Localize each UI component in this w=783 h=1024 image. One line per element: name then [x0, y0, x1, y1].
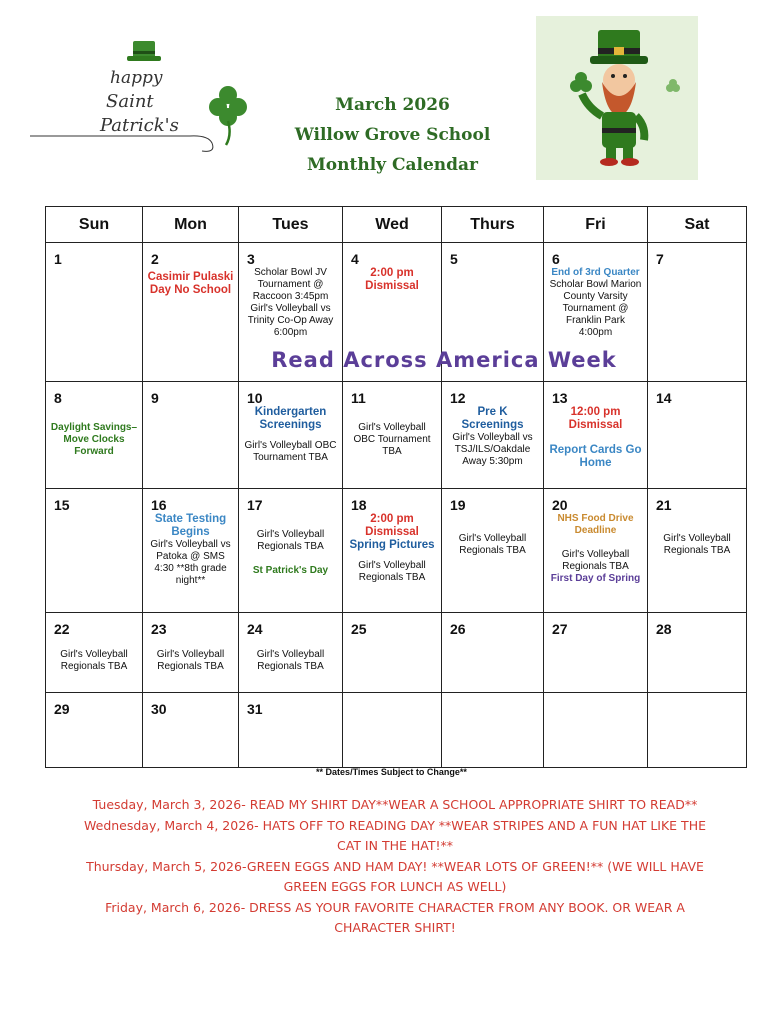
event-end-of-quarter: End of 3rd Quarter	[551, 267, 640, 278]
day-cell-18	[343, 489, 442, 613]
week-row	[46, 613, 747, 693]
week-row	[46, 382, 747, 489]
day-cell-14	[648, 382, 747, 489]
day-cell-12	[442, 382, 544, 489]
day-number: 14	[656, 390, 672, 406]
day-cell-30	[143, 693, 239, 768]
day-cell-2	[143, 243, 239, 382]
event-scholar-bowl-varsity: Scholar Bowl Marion County Varsity Tournament @ Franklin Park 4:00pm	[549, 279, 642, 338]
empty-cell	[648, 693, 747, 768]
event-dismissal: 2:00 pm Dismissal	[365, 513, 419, 538]
day-cell-17	[239, 489, 343, 613]
empty-cell	[442, 693, 544, 768]
day-number: 19	[450, 497, 466, 513]
spirit-week-notes	[80, 795, 710, 939]
day-cell-28	[648, 613, 747, 693]
event-volleyball-regionals: Girl's Volleyball Regionals TBA	[156, 649, 225, 672]
day-number: 3	[247, 251, 255, 267]
day-number: 15	[54, 497, 70, 513]
header-sat: Sat	[648, 207, 747, 243]
day-number: 29	[54, 701, 70, 717]
day-cell-20	[544, 489, 648, 613]
day-number: 5	[450, 251, 458, 267]
happy-saint-patricks-logo	[30, 35, 260, 165]
header-school: Willow Grove School	[294, 125, 491, 145]
day-number: 9	[151, 390, 159, 406]
day-cell-24	[239, 613, 343, 693]
empty-cell	[544, 693, 648, 768]
event-volleyball-regionals: Girl's Volleyball Regionals TBA	[561, 549, 630, 572]
day-number: 16	[151, 497, 167, 513]
day-number: 24	[247, 621, 263, 637]
event-casimir-pulaski: Casimir Pulaski Day No School	[147, 271, 234, 296]
day-cell-9	[143, 382, 239, 489]
logo-text-patricks: Patrick's	[100, 115, 179, 136]
logo-text-happy: happy	[110, 68, 163, 88]
day-number: 4	[351, 251, 359, 267]
day-number: 11	[351, 390, 366, 406]
empty-cell	[343, 693, 442, 768]
event-state-testing: State Testing Begins	[154, 513, 227, 538]
read-across-america-banner: Read Across America Week	[271, 348, 617, 372]
shamrock-icon	[209, 86, 247, 145]
event-prek-screenings: Pre K Screenings	[461, 406, 524, 431]
day-number: 12	[450, 390, 466, 406]
event-kindergarten-screenings: Kindergarten Screenings	[254, 406, 327, 431]
event-volleyball-obc: Girl's Volleyball OBC Tournament TBA	[244, 440, 337, 463]
header-wed: Wed	[343, 207, 442, 243]
day-number: 13	[552, 390, 568, 406]
day-number: 26	[450, 621, 466, 637]
event-volleyball-regionals: Girl's Volleyball Regionals TBA	[358, 560, 426, 583]
day-cell-10	[239, 382, 343, 489]
day-number: 1	[54, 251, 62, 267]
event-st-patricks-day: St Patrick's Day	[252, 565, 329, 576]
day-cell-13	[544, 382, 648, 489]
day-number: 22	[54, 621, 70, 637]
day-number: 17	[247, 497, 263, 513]
day-cell-27	[544, 613, 648, 693]
day-cell-22	[46, 613, 143, 693]
event-first-day-spring: First Day of Spring	[550, 573, 641, 584]
day-number: 7	[656, 251, 664, 267]
day-number: 18	[351, 497, 367, 513]
day-number: 28	[656, 621, 672, 637]
day-cell-31	[239, 693, 343, 768]
day-number: 8	[54, 390, 62, 406]
event-volleyball-obc: Girl's Volleyball OBC Tournament TBA	[353, 422, 431, 457]
header-month: March 2026	[335, 95, 450, 115]
day-number: 2	[151, 251, 159, 267]
subject-to-change-note: ** Dates/Times Subject to Change**	[316, 767, 467, 777]
event-volleyball-regionals: Girl's Volleyball Regionals TBA	[256, 649, 325, 672]
header-mon: Mon	[143, 207, 239, 243]
event-noon-dismissal: 12:00 pm Dismissal	[568, 406, 623, 431]
day-cell-1	[46, 243, 143, 382]
day-number: 31	[247, 701, 263, 717]
calendar-table	[45, 206, 747, 768]
event-nhs-food-drive: NHS Food Drive Deadline	[557, 513, 634, 536]
day-cell-11	[343, 382, 442, 489]
note-tuesday: Tuesday, March 3, 2026- READ MY SHIRT DAY**WEAR A SCHOOL APPROPRIATE SHIRT TO READ**	[92, 797, 698, 812]
header-tues: Tues	[239, 207, 343, 243]
header-thurs: Thurs	[442, 207, 544, 243]
day-cell-21	[648, 489, 747, 613]
note-friday: Friday, March 6, 2026- DRESS AS YOUR FAVORITE CHARACTER FROM ANY BOOK. OR WEAR A CHARACTER SHIRT!	[105, 899, 685, 935]
day-number: 25	[351, 621, 367, 637]
day-number: 23	[151, 621, 167, 637]
day-cell-25	[343, 613, 442, 693]
event-volleyball-regionals: Girl's Volleyball Regionals TBA	[60, 649, 128, 672]
header-title: Monthly Calendar	[306, 155, 479, 175]
leprechaun-image	[536, 16, 698, 180]
day-cell-15	[46, 489, 143, 613]
event-daylight-savings: Daylight Savings–Move Clocks Forward	[50, 422, 138, 457]
day-number: 20	[552, 497, 568, 513]
day-cell-16	[143, 489, 239, 613]
logo-text-saint: Saint	[106, 91, 154, 112]
day-number: 30	[151, 701, 167, 717]
note-wednesday: Wednesday, March 4, 2026- HATS OFF TO READING DAY **WEAR STRIPES AND A FUN HAT LIKE THE CAT IN THE HAT!**	[84, 817, 706, 853]
day-number: 6	[552, 251, 560, 267]
day-number: 21	[656, 497, 672, 513]
day-number: 27	[552, 621, 568, 637]
event-spring-pictures: Spring Pictures	[349, 539, 435, 551]
week-row	[46, 489, 747, 613]
day-cell-26	[442, 613, 544, 693]
event-report-cards: Report Cards Go Home	[549, 444, 642, 469]
day-cell-19	[442, 489, 544, 613]
event-volleyball-patoka: Girl's Volleyball vs Patoka @ SMS 4:30 **8th grade night**	[150, 539, 231, 586]
event-volleyball-regionals: Girl's Volleyball Regionals TBA	[458, 533, 527, 556]
day-cell-8	[46, 382, 143, 489]
day-number: 10	[247, 390, 263, 406]
event-dismissal: 2:00 pm Dismissal	[365, 267, 419, 292]
event-scholar-bowl: Scholar Bowl JV Tournament @ Raccoon 3:45pm Girl's Volleyball vs Trinity Co-Op Away 6:00pm	[247, 267, 334, 338]
day-cell-23	[143, 613, 239, 693]
event-volleyball-regionals: Girl's Volleyball Regionals TBA	[256, 529, 325, 552]
calendar-header	[260, 90, 525, 180]
event-volleyball-tsj: Girl's Volleyball vs TSJ/ILS/Oakdale Away 5:30pm	[452, 432, 533, 467]
header-sun: Sun	[46, 207, 143, 243]
header-fri: Fri	[544, 207, 648, 243]
day-cell-7	[648, 243, 747, 382]
event-volleyball-regionals: Girl's Volleyball Regionals TBA	[663, 533, 731, 556]
day-cell-29	[46, 693, 143, 768]
week-row	[46, 693, 747, 768]
weekday-header-row	[46, 207, 747, 243]
note-thursday: Thursday, March 5, 2026-GREEN EGGS AND HAM DAY! **WEAR LOTS OF GREEN!** (WE WILL HAVE GREEN EGGS FOR LUNCH AS WELL)	[86, 858, 704, 894]
